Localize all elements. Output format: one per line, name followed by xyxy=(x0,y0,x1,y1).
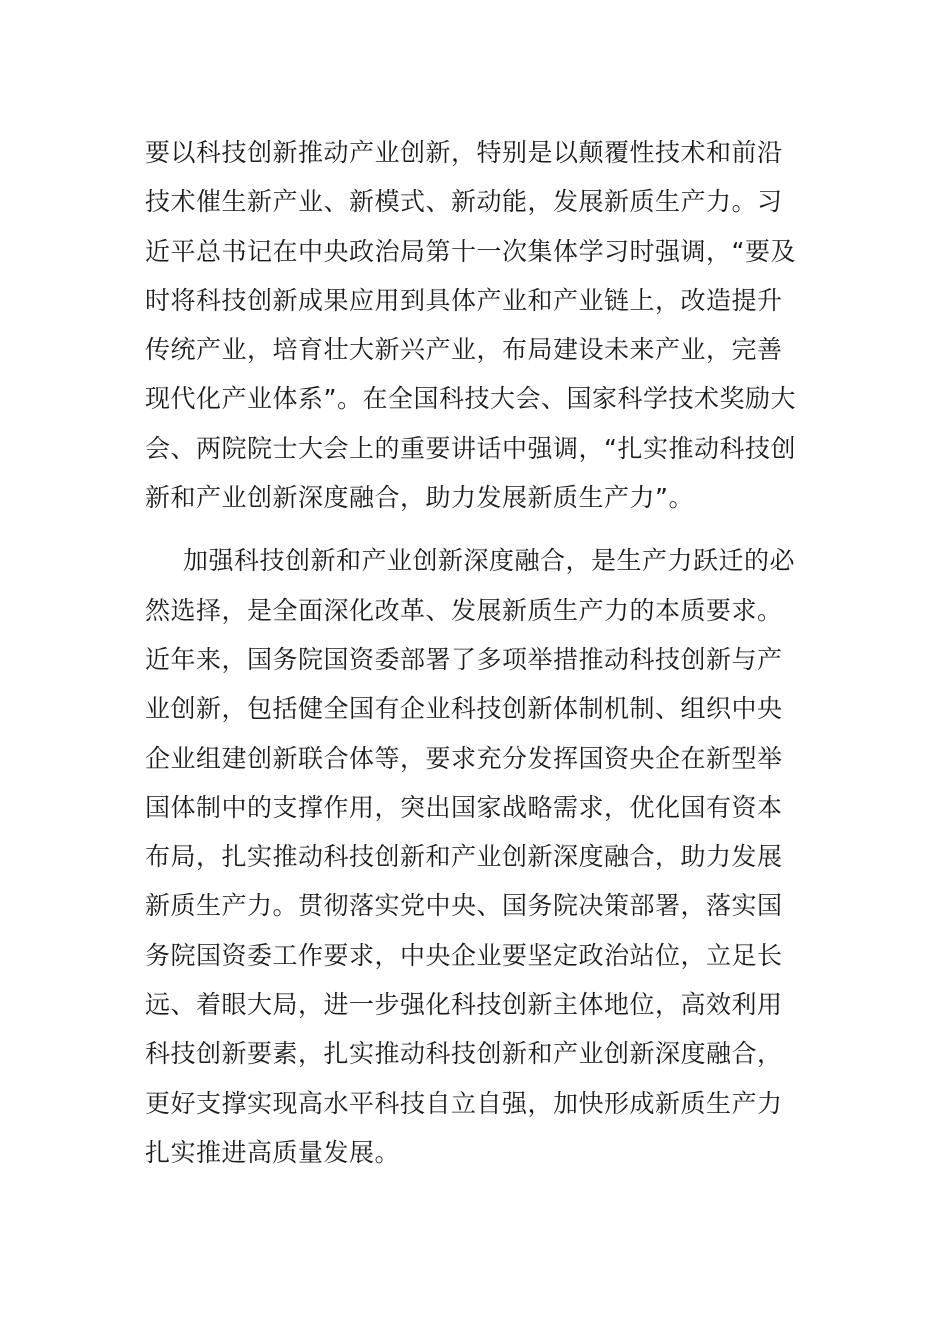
paragraph-line: 近平总书记在中央政治局第十一次集体学习时强调，“要及 xyxy=(145,236,796,266)
document-page xyxy=(145,128,810,1177)
paragraph-line: 更好支撑实现高水平科技自立自强，加快形成新质生产力 xyxy=(145,1088,783,1118)
paragraph-line: 加强科技创新和产业创新深度融合，是生产力跃迁的必 xyxy=(183,546,796,576)
paragraph-line: 新质生产力。贯彻落实党中央、国务院决策部署，落实国 xyxy=(145,891,783,921)
paragraph-1 xyxy=(145,128,810,522)
paragraph-line: 务院国资委工作要求，中央企业要坚定政治站位，立足长 xyxy=(145,940,783,970)
paragraph-line: 技术催生新产业、新模式、新动能，发展新质生产力。习 xyxy=(145,187,783,217)
paragraph-line: 远、着眼大局，进一步强化科技创新主体地位，高效利用 xyxy=(145,990,783,1020)
paragraph-line: 近年来，国务院国资委部署了多项举措推动科技创新与产 xyxy=(145,644,783,674)
paragraph-line: 扎实推进高质量发展。 xyxy=(145,1137,401,1167)
paragraph-line: 新和产业创新深度融合，助力发展新质生产力”。 xyxy=(145,483,694,513)
paragraph-line: 现代化产业体系”。在全国科技大会、国家科学技术奖励大 xyxy=(145,384,796,414)
paragraph-line: 然选择，是全面深化改革、发展新质生产力的本质要求。 xyxy=(145,595,783,625)
paragraph-line: 业创新，包括健全国有企业科技创新体制机制、组织中央 xyxy=(145,694,783,724)
paragraph-2 xyxy=(145,536,810,1177)
paragraph-line: 国体制中的支撑作用，突出国家战略需求，优化国有资本 xyxy=(145,792,783,822)
paragraph-line: 企业组建创新联合体等，要求充分发挥国资央企在新型举 xyxy=(145,743,783,773)
paragraph-line: 时将科技创新成果应用到具体产业和产业链上，改造提升 xyxy=(145,285,783,315)
paragraph-line: 要以科技创新推动产业创新，特别是以颠覆性技术和前沿 xyxy=(145,138,783,167)
paragraph-line: 布局，扎实推动科技创新和产业创新深度融合，助力发展 xyxy=(145,842,783,872)
paragraph-line: 科技创新要素，扎实推动科技创新和产业创新深度融合， xyxy=(145,1039,783,1069)
paragraph-line: 会、两院院士大会上的重要讲话中强调，“扎实推动科技创 xyxy=(145,433,796,463)
paragraph-line: 传统产业，培育壮大新兴产业，布局建设未来产业，完善 xyxy=(145,335,783,365)
